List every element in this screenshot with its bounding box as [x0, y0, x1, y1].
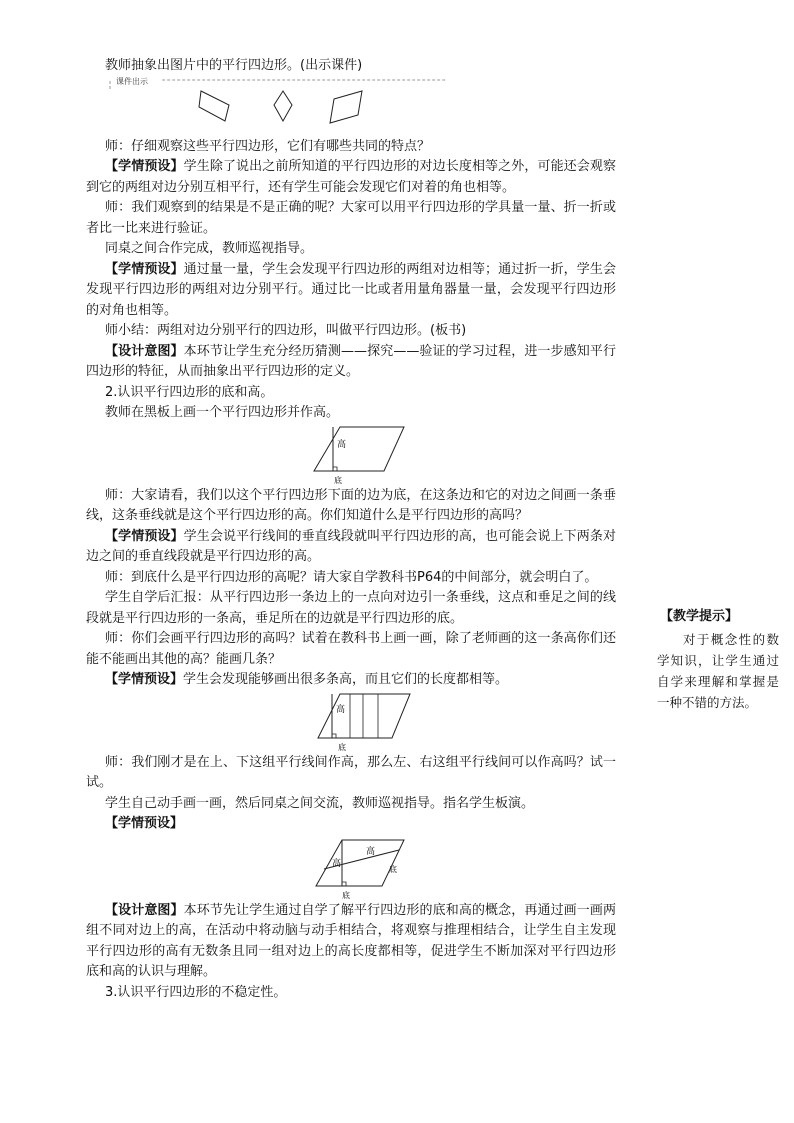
paragraph: 学生自己动手画一画，然后同桌之间交流，教师巡视指导。指名学生板演。: [105, 795, 535, 811]
paragraph-text: 学生会说平行线间的垂直线段就叫平行四边形的高，也可能会说上下两条对边之间的垂直线段就是平行四边形的高。: [86, 528, 616, 564]
parallelogram-outline: [314, 427, 404, 471]
right-angle-mark: [332, 734, 336, 738]
paragraph: 教师抽象出图片中的平行四边形。(出示课件): [105, 58, 363, 73]
right-angle-mark: [342, 882, 346, 886]
tag-label: 【设计意图】: [105, 343, 184, 359]
base-label: 底: [342, 890, 350, 900]
courseware-figure-svg: [86, 77, 616, 137]
figure-multiple-heights: [86, 691, 616, 753]
paragraph: 师：大家请看，我们以这个平行四边形下面的边为底，在这条边和它的对边之间画一条垂线，这条垂线就是这个平行四边形的高。你们知道什么是平行四边形的高吗？: [86, 487, 616, 523]
right-angle-mark: [333, 467, 337, 471]
height-label: 高: [366, 846, 376, 857]
parallelogram-shape-1: [199, 91, 229, 121]
paragraph: [86, 901, 616, 983]
paragraph: 教师在黑板上画一个平行四边形并作高。: [105, 405, 340, 420]
height-label: 高: [332, 858, 342, 869]
tag-label: 【学情预设】: [105, 159, 184, 174]
paragraph: 学生自学后汇报：从平行四边形一条边上的一点向对边引一条垂线，这点和垂足之间的线段就是平行四边形的一条高，垂足所在的边就是平行四边形的底。: [86, 590, 616, 626]
figure-parallelogram-height: [86, 424, 616, 486]
base-label: 底: [338, 742, 346, 752]
height-label: 高: [336, 704, 346, 715]
paragraph: 同桌之间合作完成，教师巡视指导。: [105, 241, 314, 256]
tag-label: 【学情预设】: [105, 672, 184, 687]
paragraph: [86, 342, 616, 383]
courseware-label: 课件出示: [116, 76, 148, 86]
paragraph-text: 学生除了说出之前所知道的平行四边形的对边长度相等之外，可能还会观察到它的两组对边分别互相平行，还有学生可能会发现它们对着的角也相等。: [86, 159, 616, 195]
paragraph: [86, 814, 616, 835]
parallelogram-shape-3: [330, 91, 362, 123]
figure-two-heights: [86, 835, 616, 901]
paragraph-text: 本环节先让学生通过自学了解平行四边形的底和高的概念，再通过画一画两组不同对边上的高，在活动中将动脑与动手相结合，将观察与推理相结合，让学生自主发现平行四边形的高有无数条且同一组对边上的高长度都相等，促进学生不断加深对平行四边形底和高的认识与理解。: [86, 902, 616, 979]
multiple-heights-svg: [86, 691, 616, 753]
sidebar-body: 对于概念性的数学知识，让学生通过自学来理解和掌握是一种不错的方法。: [657, 632, 779, 710]
figure-courseware-parallelograms: [86, 77, 616, 137]
paragraph: [86, 260, 616, 322]
tag-label: 【学情预设】: [105, 528, 184, 544]
main-content: [86, 56, 616, 1003]
paragraph: 师：仔细观察这些平行四边形，它们有哪些共同的特点？: [105, 138, 431, 154]
base-label: 底: [389, 864, 397, 874]
base-label: 底: [334, 475, 342, 485]
paragraph: [86, 527, 616, 568]
paragraph-text: 通过量一量，学生会发现平行四边形的两组对边相等；通过折一折，学生会发现平行四边形的两组对边分别平行。通过比一比或者用量角器量一量，会发现平行四边形的对角也相等。: [86, 261, 616, 318]
tag-label: 【设计意图】: [105, 902, 184, 918]
height-figure-svg: [86, 424, 616, 486]
paragraph: 3.认识平行四边形的不稳定性。: [105, 984, 287, 1000]
paragraph: 师：我们刚才是在上、下这组平行线间作高，那么左、右这组平行线间可以作高吗？试一试。: [86, 754, 616, 790]
paragraph: 师：到底什么是平行四边形的高呢？请大家自学教科书P64的中间部分，就会明白了。: [105, 569, 598, 585]
two-heights-svg: [86, 835, 616, 901]
height-label: 高: [337, 439, 347, 450]
parallelogram-shape-2: [274, 91, 292, 121]
tag-label: 【学情预设】: [105, 261, 184, 277]
parallelogram-outline: [316, 840, 404, 886]
paragraph: [86, 670, 616, 691]
paragraph: 2.认识平行四边形的底和高。: [105, 384, 274, 400]
paragraph-text: 本环节让学生充分经历猜测——探究——验证的学习过程，进一步感知平行四边形的特征，从而抽象出平行四边形的定义。: [86, 343, 616, 379]
paragraph: 师小结：两组对边分别平行的四边形，叫做平行四边形。(板书): [105, 323, 467, 338]
paragraph: 师：我们观察到的结果是不是正确的呢？大家可以用平行四边形的学具量一量、折一折或者比一比来进行验证。: [86, 200, 616, 236]
paragraph: 师：你们会画平行四边形的高吗？试着在教科书上画一画，除了老师画的这一条高你们还能不能画出其他的高？能画几条？: [86, 631, 616, 667]
teaching-tip-sidebar: [657, 606, 779, 713]
paragraph-text: 学生会发现能够画出很多条高，而且它们的长度都相等。: [183, 672, 509, 687]
paragraph: [86, 157, 616, 198]
tag-label: 【学情预设】: [105, 816, 184, 831]
sidebar-title: 【教学提示】: [660, 609, 739, 624]
